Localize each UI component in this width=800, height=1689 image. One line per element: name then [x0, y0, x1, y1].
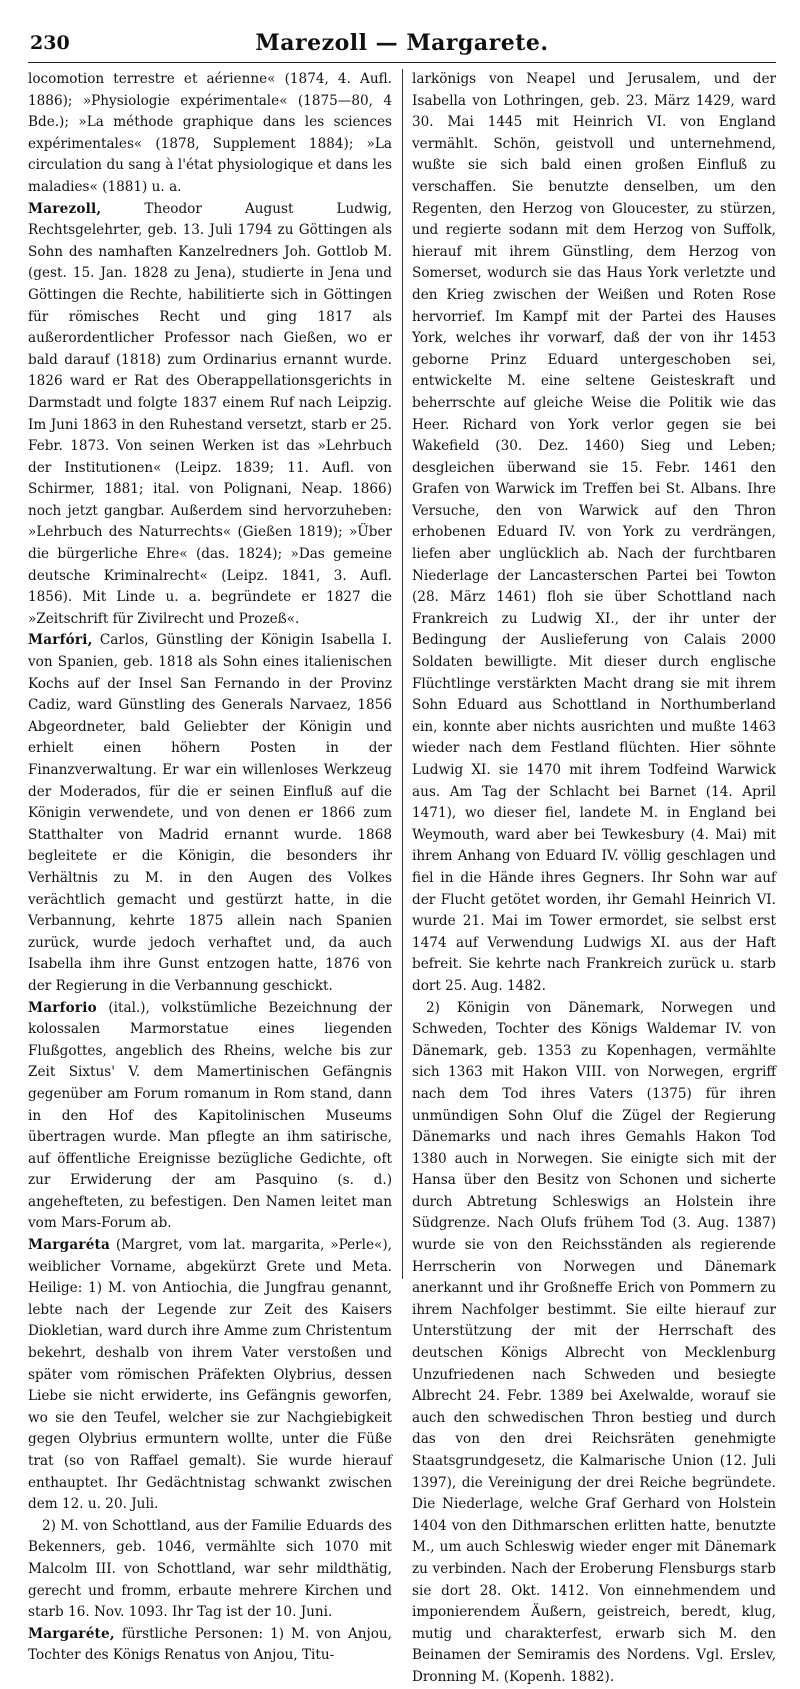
- entry-text: (ital.), volkstümliche Bezeichnung der kolossalen Marmorstatue eines liegenden Flußgottes, angeblich des Rheins, welche bis zur Zeit Sixtus' V. dem Mamertinischen Gefängnis gegenüber am Forum romanum in Rom stand, dann in den Hof des Kapitolinischen Museums übertragen wurde. Man pflegte an ihm satirische, auf öffentliche Ereignisse bezügliche Gedichte, oft zur Erwiderung der am Pasquino (s. d.) angehefteten, zu befestigen. Den Namen leitet man vom Mars-Forum ab.: [28, 999, 392, 1232]
- entry-text: Carlos, Günstling der Königin Isabella I. von Spanien, geb. 1818 als Sohn eines italienischen Kochs auf der Insel San Fernando in der Provinz Cadiz, ward Günstling des Generals Narvaez, 1856 Abgeordneter, bald Geliebter der Königin und erhielt einen höhern Posten in der Finanzverwaltung. Er war ein willenloses Werkzeug der Moderados, für die er seinen Einfluß auf die Königin verwendete, und von denen er 1866 zum Statthalter von Madrid ernannt wurde. 1868 begleitete er die Königin, die besonders ihr Verhältnis zu M. in den Augen des Volkes verächtlich gemacht und gestürzt hatte, in die Verbannung, kehrte 1875 allein nach Spanien zurück, wurde jedoch verhaftet und, da auch Isabella ihm ihre Gunst entzogen hatte, 1876 von der Regierung in die Verbannung geschickt.: [28, 632, 392, 994]
- entry-paragraph: [28, 1516, 392, 1624]
- page-header: [28, 30, 776, 63]
- right-column: [412, 69, 776, 1685]
- column-rule: [402, 69, 403, 1279]
- entry-paragraph: [28, 69, 392, 199]
- entry-headword: Marezoll,: [28, 200, 102, 217]
- entry-text: fürstliche Personen: 1) M. von Anjou, Tochter des Königs Renatus von Anjou, Titu-: [28, 1625, 392, 1664]
- entry-text: 2) M. von Schottland, aus der Familie Eduards des Bekenners, geb. 1046, vermählte sich 1070 mit Malcolm III. von Schottland, war sehr mildthätig, gerecht und fromm, erbaute mehrere Kirchen und starb 16. Nov. 1093. Ihr Tag ist der 10. Juni.: [28, 1517, 392, 1621]
- entry-paragraph: [28, 199, 392, 631]
- entry-text: locomotion terrestre et aérienne« (1874, 4. Aufl. 1886); »Physiologie expérimentale« (1875—80, 4 Bde.); »La méthode graphique dans les sciences expérimentales« (1878, Supplement 1884); »La circulation du sang à l'état physiologique et dans les maladies« (1881) u. a.: [28, 71, 392, 195]
- entry-paragraph: [28, 998, 392, 1236]
- text-columns: [28, 69, 776, 1685]
- entry-headword: Margaréta: [28, 1237, 111, 1254]
- entry-text: Theodor August Ludwig, Rechtsgelehrter, geb. 13. Juli 1794 zu Göttingen als Sohn des namhaften Kanzelredners Joh. Gottlob M. (gest. 15. Jan. 1828 zu Jena), studierte in Jena und Göttingen die Rechte, habilitierte sich in Göttingen für römisches Recht und ging 1817 als außerordentlicher Professor nach Gießen, wo er bald darauf (1818) zum Ordinarius ernannt wurde. 1826 ward er Rat des Oberappellationsgerichts in Darmstadt und folgte 1837 einem Ruf nach Leipzig. Im Juni 1863 in den Ruhestand versetzt, starb er 25. Febr. 1873. Von seinen Werken ist das »Lehrbuch der Institutionen« (Leipz. 1839; 11. Aufl. von Schirmer, 1881; ital. von Polignani, Neap. 1866) noch jetzt gangbar. Außerdem sind hervorzuheben: »Lehrbuch des Naturrechts« (Gießen 1819); »Über die bürgerliche Ehre« (das. 1824); »Das gemeine deutsche Kriminalrecht« (Leipz. 1841, 3. Aufl. 1856). Mit Linde u. a. begründete er 1827 die »Zeitschrift für Zivilrecht und Prozeß«.: [28, 200, 392, 627]
- entry-paragraph: [412, 998, 776, 1689]
- entry-text: (Margret, vom lat. margarita, »Perle«), weiblicher Vorname, abgekürzt Grete und Meta. Heilige: 1) M. von Antiochia, die Jungfrau genannt, lebte nach der Legende zur Zeit des Kaisers Diokletian, ward durch ihre Amme zum Christentum bekehrt, deshalb von ihrem Vater verstoßen und später vom römischen Präfekten Olybrius, dessen Liebe sie nicht erwiderte, ins Gefängnis geworfen, wo sie den Teufel, welcher sie zur Nachgiebigkeit gegen Olybrius ermuntern wollte, unter die Füße trat (so von Raffael gemalt). Sie wurde hierauf enthauptet. Ihr Gedächtnistag schwankt zwischen dem 12. u. 20. Juli.: [28, 1237, 392, 1513]
- running-head: Marezoll — Margarete.: [255, 30, 549, 56]
- entry-paragraph: [28, 1235, 392, 1516]
- entry-paragraph: [412, 69, 776, 998]
- entry-headword: Marforio: [28, 999, 97, 1016]
- entry-text: larkönigs von Neapel und Jerusalem, und der Isabella von Lothringen, geb. 23. März 1429, ward 30. Mai 1445 mit Heinrich VI. von England vermählt. Schön, geistvoll und unternehmend, wußte sie sich bald einen großen Einfluß zu verschaffen. Sie benutzte denselben, um den Regenten, den Herzog von Gloucester, zu stürzen, und regierte sodann mit dem Herzog von Suffolk, hierauf mit ihrem Günstling, dem Herzog von Somerset, wodurch sie das Haus York verletzte und den Krieg zwischen der Weißen und Roten Rose hervorrief. Im Kampf mit der Partei des Hauses York, welches ihr vorwarf, daß der von ihr 1453 geborne Prinz Eduard untergeschoben sei, entwickelte M. eine seltene Geisteskraft und beherrschte auf gleiche Weise die Politik wie das Heer. Richard von York verlor gegen sie bei Wakefield (30. Dez. 1460) Sieg und Leben; desgleichen überwand sie 15. Febr. 1461 den Grafen von Warwick im Treffen bei St. Albans. Ihre Versuche, den von Warwick auf den Thron erhobenen Eduard IV. von York zu verdrängen, liefen aber unglücklich ab. Nach der furchtbaren Niederlage der Lancasterschen Partei bei Towton (28. März 1461) floh sie über Schottland nach Frankreich zu Ludwig XI., der ihr unter der Bedingung der Auslieferung von Calais 2000 Soldaten bewilligte. Mit dieser durch englische Flüchtlinge verstärkten Macht drang sie mit ihrem Sohn Eduard aus Schottland in Northumberland ein, konnte aber nichts ausrichten und mußte 1463 wieder nach dem Festland flüchten. Hier söhnte Ludwig XI. sie 1470 mit ihrem Todfeind Warwick aus. Am Tag der Schlacht bei Barnet (14. April 1471), wo dieser fiel, landete M. in England bei Weymouth, ward aber bei Tewkesbury (4. Mai) mit ihrem Anhang von Eduard IV. völlig geschlagen und fiel in die Hände ihres Gegners. Ihr Sohn war auf der Flucht getötet worden, ihr Gemahl Heinrich VI. wurde 21. Mai im Tower ermordet, sie selbst erst 1474 auf Verwendung Ludwigs XI. aus der Haft befreit. Sie kehrte nach Frankreich zurück u. starb dort 25. Aug. 1482.: [412, 71, 776, 994]
- entry-text: 2) Königin von Dänemark, Norwegen und Schweden, Tochter des Königs Waldemar IV. von Dänemark, geb. 1353 zu Kopenhagen, vermählte sich 1363 mit Hakon VIII. von Norwegen, ergriff nach dem Tod ihres Vaters (1375) für ihren unmündigen Sohn Oluf die Zügel der Regierung Dänemarks und nach ihres Gemahls Hakon Tod 1380 auch in Norwegen. Sie einigte sich mit der Hansa über den Besitz von Schonen und sicherte durch Abtretung Schleswigs an Holstein ihre Südgrenze. Nach Olufs frühem Tod (3. Aug. 1387) wurde sie von den Reichsständen als regierende Herrscherin von Norwegen und Dänemark anerkannt und ihr Großneffe Erich von Pommern zu ihrem Nachfolger bestimmt. Sie eilte hierauf zur Unterstützung der mit der Herrschaft des deutschen Königs Albrecht von Mecklenburg Unzufriedenen nach Schweden und besiegte Albrecht 24. Febr. 1389 bei Axelwalde, worauf sie auch den schwedischen Thron bestieg und durch das von den drei Reichsräten genehmigte Staatsgrundgesetz, die Kalmarische Union (12. Juli 1397), die Vereinigung der drei Reiche begründete. Die Niederlage, welche Graf Gerhard von Holstein 1404 von den Dithmarschen erlitten hatte, benutzte M., um auch Schleswig wieder enger mit Dänemark zu verbinden. Nach der Eroberung Flensburgs starb sie dort 28. Okt. 1412. Von einnehmendem und imponierendem Äußern, geistreich, beredt, klug, mutig und charakterfest, erwarb sich M. den Beinamen der Semiramis des Nordens. Vgl. Erslev, Dronning M. (Kopenh. 1882).: [412, 999, 776, 1685]
- left-column: [28, 69, 392, 1664]
- entry-headword: Margaréte,: [28, 1625, 115, 1642]
- page-number: 230: [30, 32, 70, 54]
- entry-paragraph: [28, 1624, 392, 1667]
- entry-paragraph: [28, 630, 392, 997]
- entry-headword: Marfóri,: [28, 632, 93, 649]
